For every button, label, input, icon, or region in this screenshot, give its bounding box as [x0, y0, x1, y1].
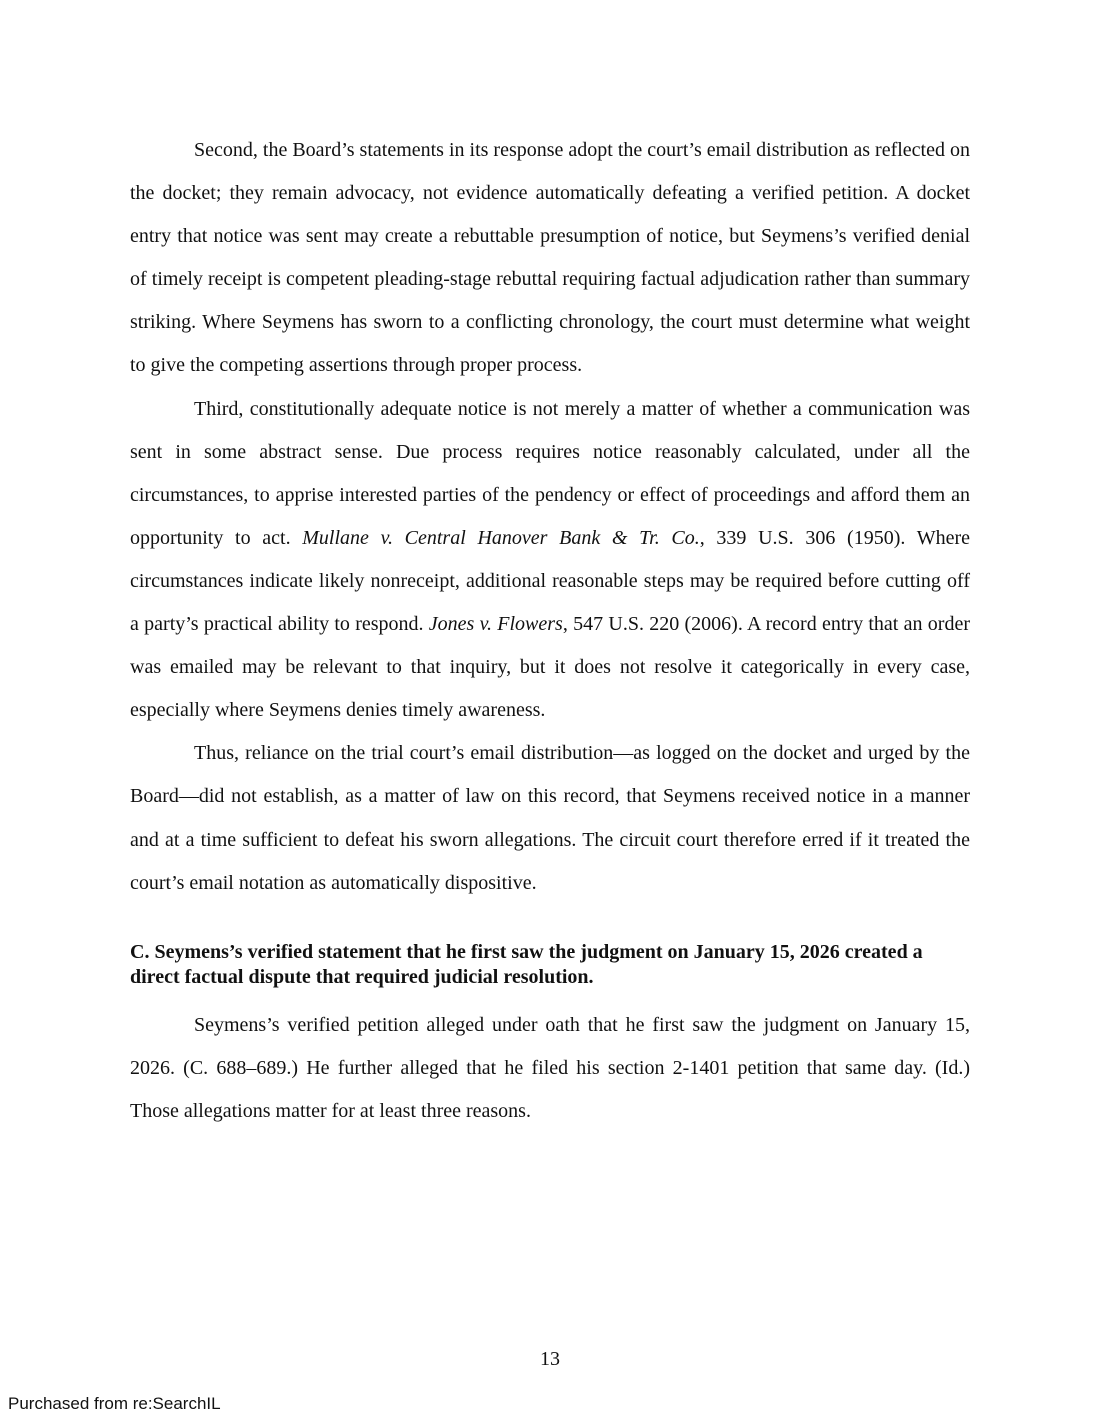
case-citation-jones: Jones v. Flowers: [428, 613, 563, 636]
paragraph-text: , 339 U.S. 306 (1950). Where circumstances indicate likely nonreceipt, additional reasonable steps may be required before cutting off a party’s practical ability to respond.: [130, 526, 970, 636]
paragraph-text: Third, constitutionally adequate notice is not merely a matter of whether a communication was sent in some abstract sense. Due process requires notice reasonably calculated, under all the circumstances, to apprise interested parties of the pendency or effect of proceedings and afford them an opportunity to act.: [130, 397, 970, 549]
purchase-footer-note: Purchased from re:SearchIL: [8, 1394, 221, 1413]
paragraph-conclusion: [130, 732, 970, 904]
paragraph-section-c: [130, 1004, 970, 1133]
paragraph-third-argument: [130, 388, 970, 733]
document-body: [130, 129, 970, 1133]
paragraph-second-argument: [130, 129, 970, 388]
case-citation-mullane: Mullane v. Central Hanover Bank & Tr. Co.: [302, 526, 700, 549]
section-heading-c: C. Seymens’s verified statement that he first saw the judgment on January 15, 2026 created a direct factual dispute that required judicial resolution.: [130, 940, 923, 988]
paragraph-text: Thus, reliance on the trial court’s email distribution—as logged on the docket and urged by the Board—did not establish, as a matter of law on this record, that Seymens received notice in a manner and at a time sufficient to defeat his sworn allegations. The circuit court therefore erred if it treated the court’s email notation as automatically dispositive.: [130, 742, 970, 894]
page-number: 13: [540, 1348, 560, 1370]
paragraph-text: Seymens’s verified petition alleged under oath that he first saw the judgment on January 15, 2026. (C. 688–689.) He further alleged that he filed his section 2-1401 petition that same day. (Id.) Those allegations matter for at least three reasons.: [130, 1013, 970, 1122]
paragraph-text: Second, the Board’s statements in its response adopt the court’s email distribution as reflected on the docket; they remain advocacy, not evidence automatically defeating a verified petition. A docket entry that notice was sent may create a rebuttable presumption of notice, but Seymens’s verified denial of timely receipt is competent pleading-stage rebuttal requiring factual adjudication rather than summary striking. Where Seymens has sworn to a conflicting chronology, the court must determine what weight to give the competing assertions through proper process.: [130, 139, 970, 377]
paragraph-text: , 547 U.S. 220 (2006). A record entry that an order was emailed may be relevant to that inquiry, but it does not resolve it categorically in every case, especially where Seymens denies timely awareness.: [130, 613, 970, 722]
